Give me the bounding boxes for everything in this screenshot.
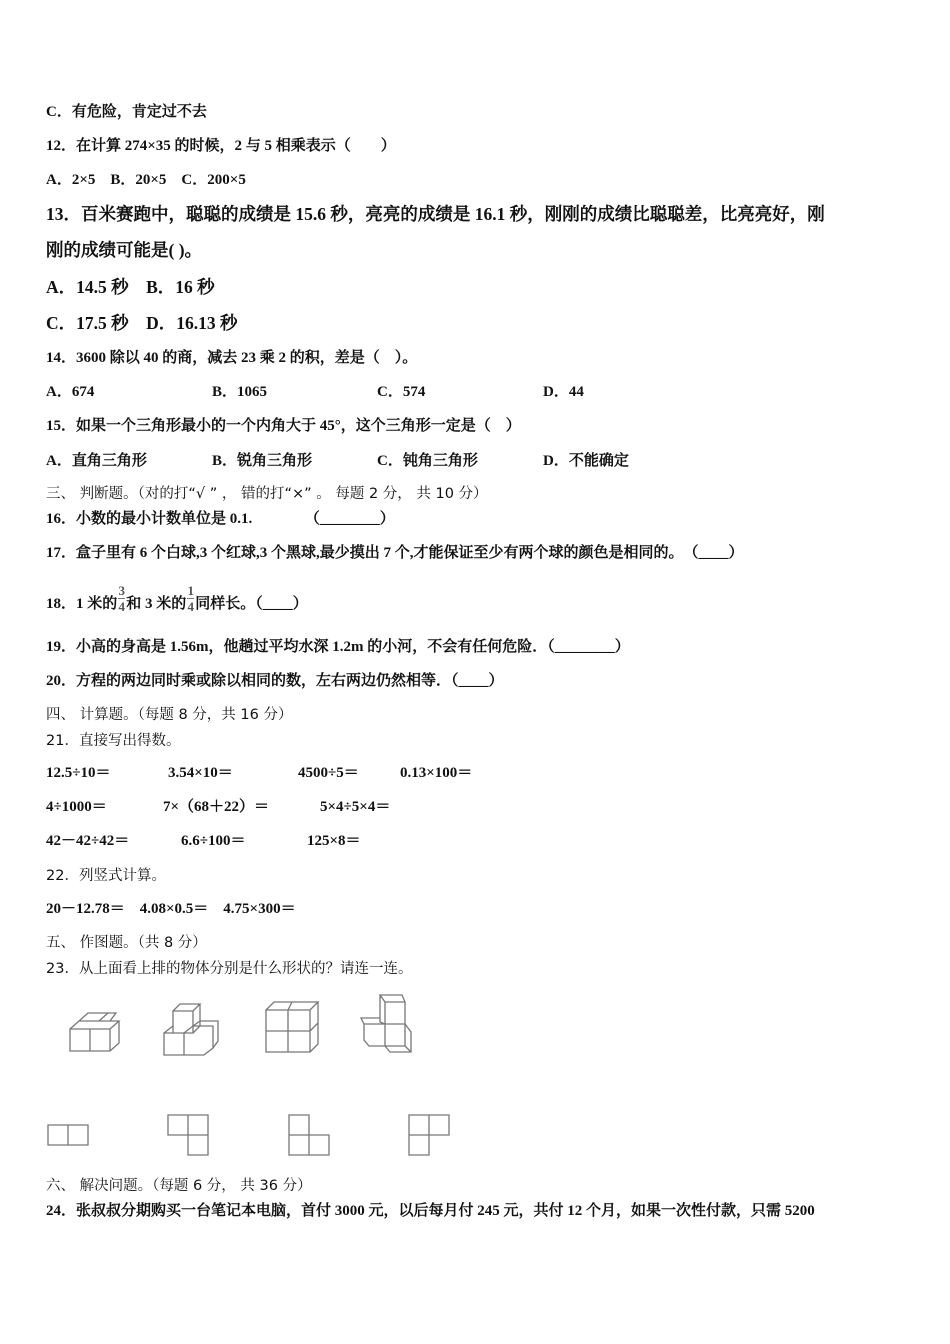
section5-title: 五、 作图题。（共 8 分）: [46, 935, 207, 951]
q21-item: 0.13×100＝: [400, 765, 473, 781]
q23-stem: 23．从上面看上排的物体分别是什么形状的？请连一连。: [46, 961, 413, 977]
q18-middle: 和 3 米的: [126, 595, 187, 612]
q13-stem-line2: 刚的成绩可能是( )。: [46, 240, 203, 260]
q13-stem-line1: 13．百米赛跑中，聪聪的成绩是 15.6 秒，亮亮的成绩是 16.1 秒，刚刚的成绩比聪聪差，比亮亮好，刚: [46, 204, 825, 224]
cube-figure-2: [160, 997, 220, 1057]
q19-text: 19．小高的身高是 1.56m，他趟过平均水深 1.2m 的小河，不会有任何危险．（________）: [46, 639, 630, 655]
q11-option-c: C．有危险，肯定过不去: [46, 104, 207, 120]
q15-stem: 15．如果一个三角形最小的一个内角大于 45°，这个三角形一定是（ ）: [46, 418, 521, 434]
q20-text: 20．方程的两边同时乘或除以相同的数，左右两边仍然相等．（____）: [46, 673, 504, 689]
q21-item: 12.5÷10＝: [46, 765, 111, 781]
q14-option-b: B．1065: [212, 384, 268, 400]
q12-options: A．2×5 B．20×5 C．200×5: [46, 172, 246, 188]
q18-prefix: 18．1 米的: [46, 595, 118, 612]
q22-items: 20－12.78＝ 4.08×0.5＝ 4.75×300＝: [46, 901, 296, 917]
top-view-shape-4: [406, 1112, 452, 1158]
q14-stem: 14．3600 除以 40 的商，减去 23 乘 2 的积，差是（ ）。: [46, 350, 418, 366]
q13-options-line1: A．14.5 秒 B．16 秒: [46, 277, 215, 297]
q15-option-a: A．直角三角形: [46, 453, 147, 469]
cube-figure-1: [66, 1010, 126, 1055]
section6-title: 六、 解决问题。（每题 6 分， 共 36 分）: [46, 1178, 312, 1194]
q21-item: 6.6÷100＝: [181, 833, 246, 849]
q15-option-b: B．锐角三角形: [212, 453, 313, 469]
q24-text: 24．张叔叔分期购买一台笔记本电脑，首付 3000 元，以后每月付 245 元，共付 12 个月，如果一次性付款，只需 5200: [46, 1203, 815, 1219]
q18-line: [46, 583, 308, 619]
top-view-shape-2: [165, 1112, 211, 1158]
q13-options-line2: C．17.5 秒 D．16.13 秒: [46, 313, 238, 333]
top-view-shape-3: [286, 1112, 332, 1158]
q21-item: 42－42÷42＝: [46, 833, 130, 849]
cube-figure-4: [356, 992, 426, 1054]
q18-suffix: 同样长。（____）: [195, 595, 308, 612]
cube-figure-3: [262, 998, 324, 1056]
top-view-shape-1: [46, 1123, 92, 1147]
q18-fraction-2: $\frac{1}{4}$: [187, 583, 195, 614]
section4-title: 四、 计算题。（每题 8 分，共 16 分）: [46, 707, 293, 723]
q15-option-d: D．不能确定: [543, 453, 629, 469]
q12-stem: 12．在计算 274×35 的时候，2 与 5 相乘表示（ ）: [46, 138, 396, 154]
q17-text: 17．盒子里有 6 个白球,3 个红球,3 个黑球,最少摸出 7 个,才能保证至少有两个球的颜色是相同的。 （____）: [46, 545, 744, 561]
q21-item: 4÷1000＝: [46, 799, 107, 815]
q14-option-d: D．44: [543, 384, 584, 400]
q14-option-a: A．674: [46, 384, 95, 400]
q21-item: 5×4÷5×4＝: [320, 799, 391, 815]
q21-item: 3.54×10＝: [168, 765, 233, 781]
q21-stem: 21．直接写出得数。: [46, 733, 181, 749]
q15-option-c: C．钝角三角形: [377, 453, 478, 469]
q21-item: 125×8＝: [307, 833, 361, 849]
q22-stem: 22．列竖式计算。: [46, 868, 166, 884]
q21-item: 4500÷5＝: [298, 765, 359, 781]
q21-item: 7×（68＋22）＝: [163, 799, 270, 815]
section3-title: 三、 判断题。（对的打“√ ” ， 错的打“×” 。 每题 2 分， 共 10 分）: [46, 486, 488, 502]
q14-option-c: C．574: [377, 384, 426, 400]
q18-fraction-1: $\frac{3}{4}$: [118, 583, 126, 614]
q16-text: 16．小数的最小计数单位是 0.1. （________）: [46, 511, 395, 527]
